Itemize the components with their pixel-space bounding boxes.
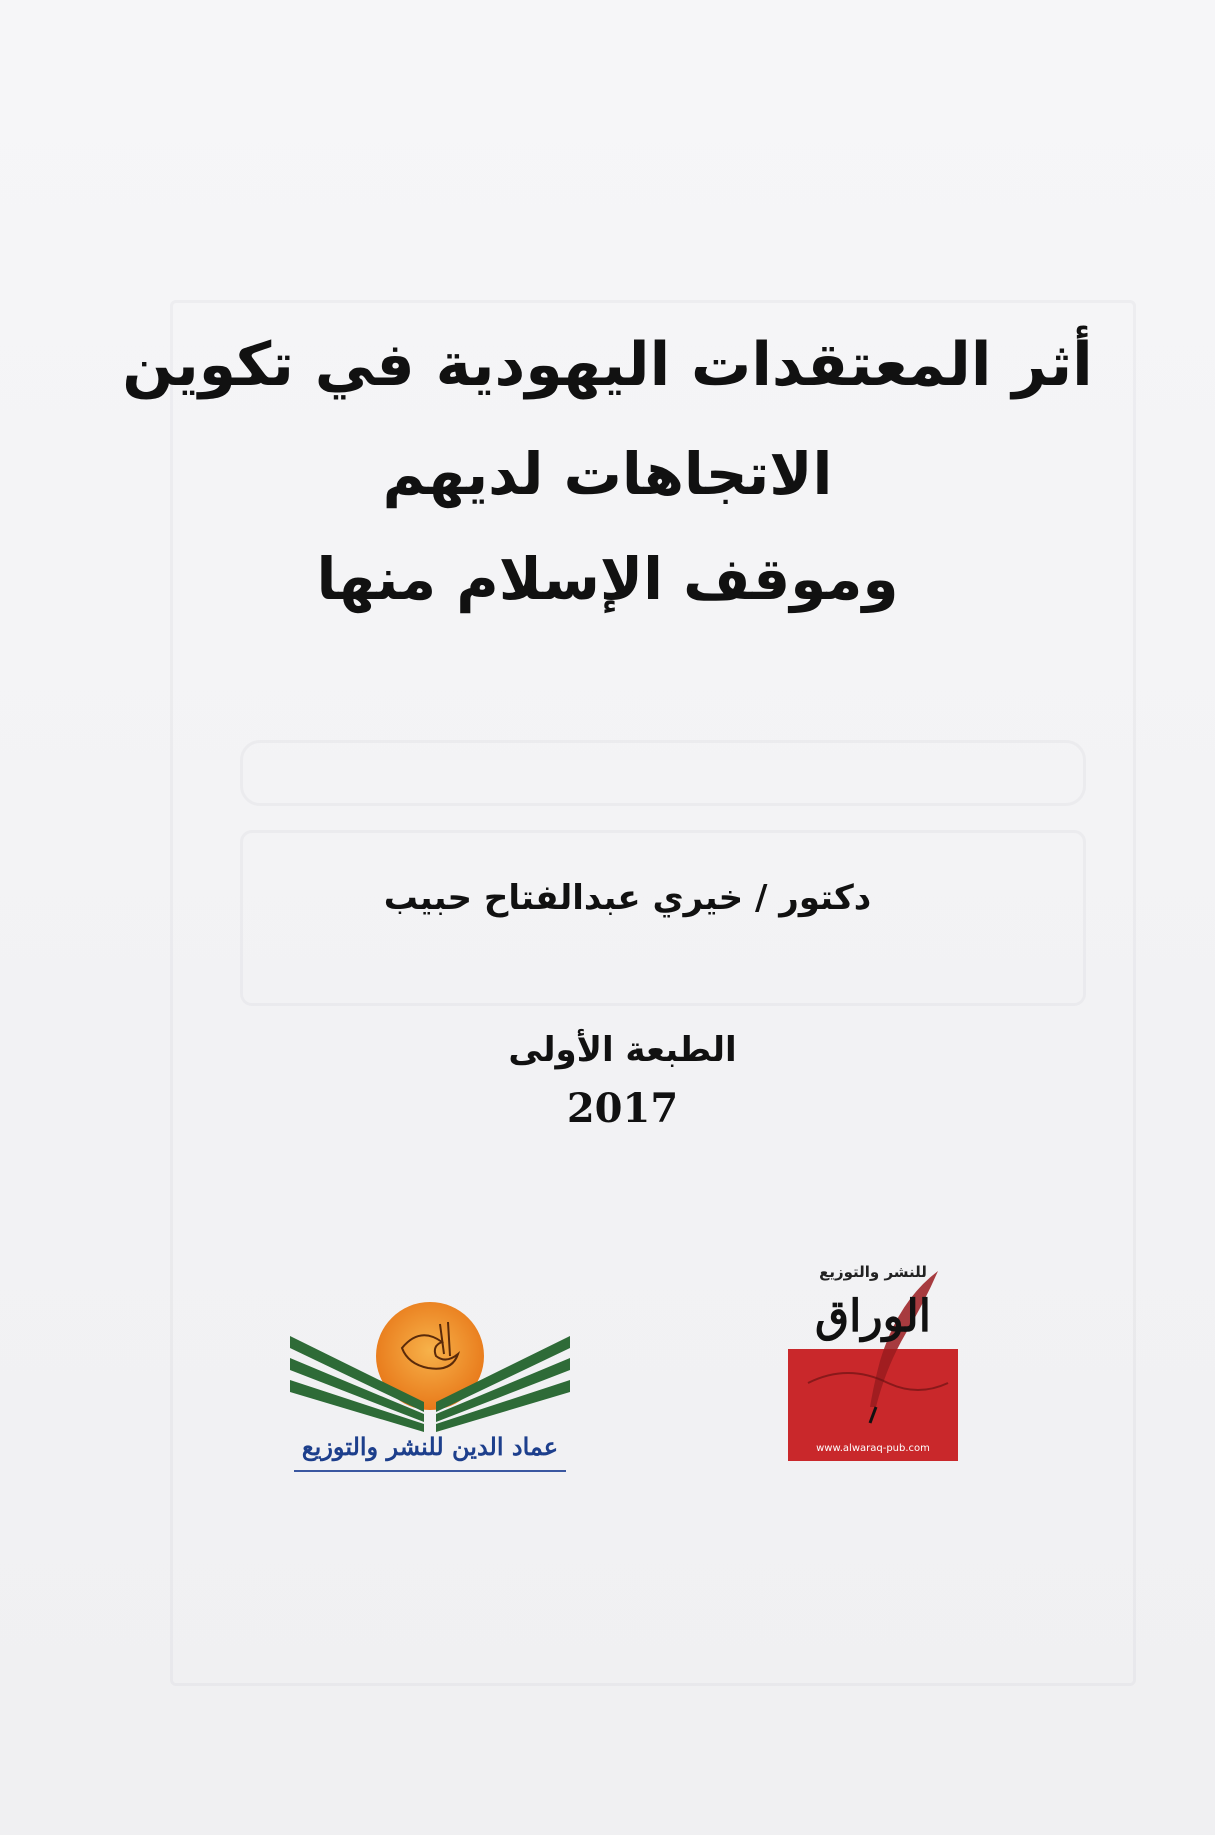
publication-year: 2017 bbox=[566, 1085, 679, 1132]
publisher-logo-alwaraq bbox=[788, 1263, 958, 1463]
publisher-name-right: الوراق bbox=[815, 1291, 931, 1342]
open-book-sunrise-icon bbox=[290, 1300, 570, 1432]
publisher-url: www.alwaraq-pub.com bbox=[816, 1443, 930, 1454]
publisher-logo-imad-aldin bbox=[290, 1300, 570, 1480]
bleed-through-box bbox=[240, 740, 1086, 806]
publisher-name-left: عماد الدين للنشر والتوزيع bbox=[301, 1432, 559, 1461]
edition-label: الطبعة الأولى bbox=[508, 1030, 737, 1070]
publisher-tagline-right: للنشر والتوزيع bbox=[819, 1263, 927, 1281]
book-title-line-2: الاتجاهات لديهم bbox=[382, 440, 833, 508]
bleed-through-box bbox=[240, 830, 1086, 1006]
author-name: دكتور / خيري عبدالفتاح حبيب bbox=[383, 878, 872, 918]
book-title-line-1: أثر المعتقدات اليهودية في تكوين bbox=[122, 330, 1093, 400]
publisher-underline bbox=[294, 1470, 566, 1472]
book-title-line-3: وموقف الإسلام منها bbox=[316, 545, 899, 613]
